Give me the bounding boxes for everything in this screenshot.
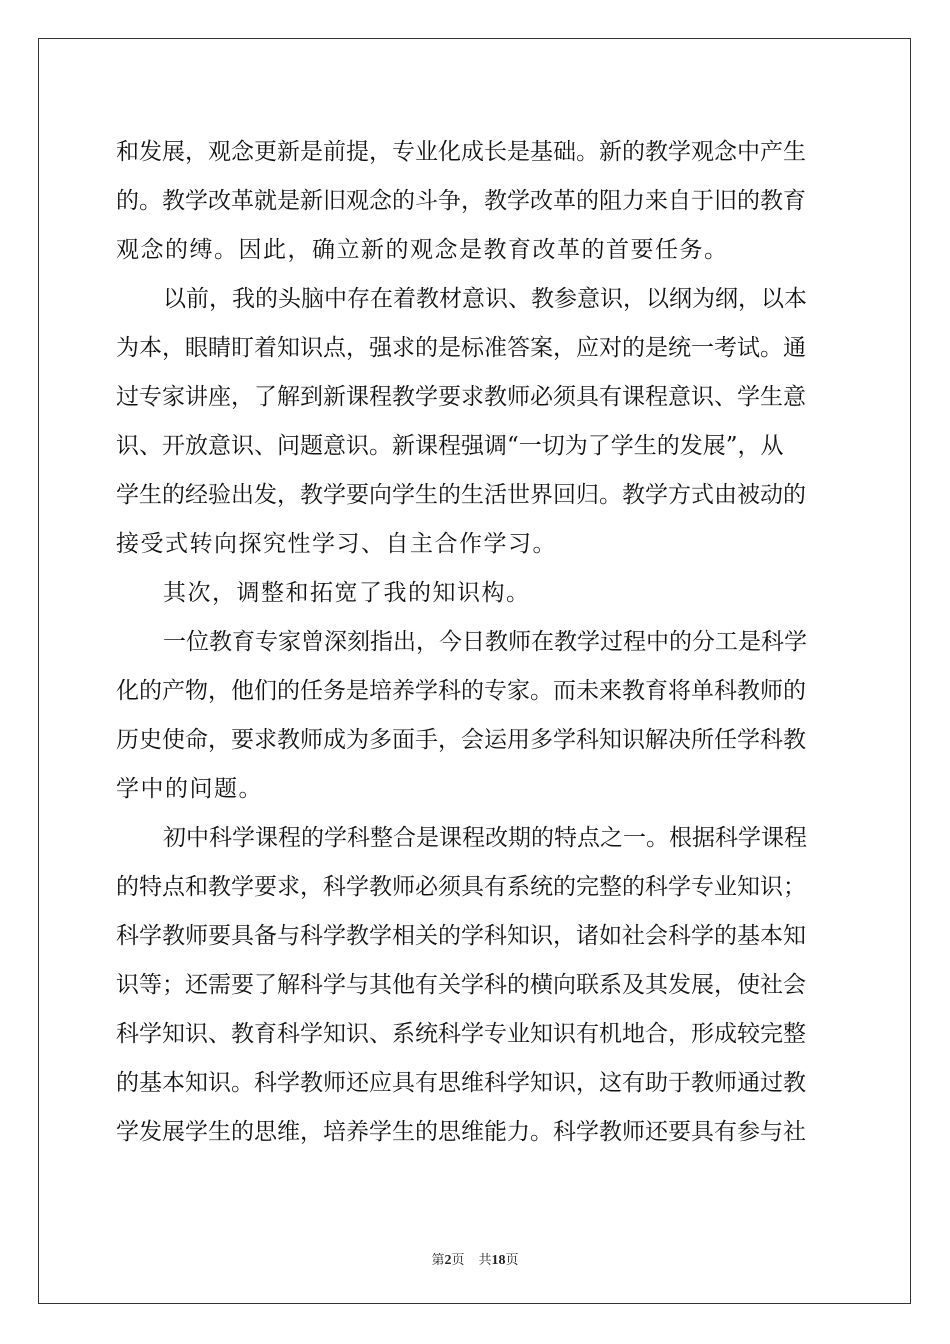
footer-total-suffix: 页 bbox=[505, 1253, 519, 1268]
text-line: 初中科学课程的学科整合是课程改期的特点之一。根据科学课程 bbox=[163, 825, 807, 851]
text-line: 观念的缚。因此，确立新的观念是教育改革的首要任务。 bbox=[116, 237, 729, 263]
text-line: 学生的经验出发，教学要向学生的生活世界回归。教学方式由被动的 bbox=[116, 482, 806, 508]
text-line: 为本，眼睛盯着知识点，强求的是标准答案，应对的是统一考试。通 bbox=[116, 335, 806, 361]
document-body bbox=[116, 128, 834, 1157]
text-line: 化的产物，他们的任务是培养学科的专家。而未来教育将单科教师的 bbox=[116, 678, 806, 704]
text-line: 以前，我的头脑中存在着教材意识、教参意识，以纲为纲，以本 bbox=[163, 286, 807, 312]
text-line: 过专家讲座，了解到新课程教学要求教师必须具有课程意识、学生意 bbox=[116, 384, 806, 410]
text-line: 科学知识、教育科学知识、系统科学专业知识有机地合，形成较完整 bbox=[116, 1021, 806, 1047]
footer-page-prefix: 第 bbox=[431, 1253, 445, 1268]
footer-page-suffix: 页 bbox=[451, 1253, 465, 1268]
text-line: 的基本知识。科学教师还应具有思维科学知识，这有助于教师通过教 bbox=[116, 1070, 806, 1096]
text-line: 其次，调整和拓宽了我的知识构。 bbox=[163, 580, 531, 606]
text-line: 一位教育专家曾深刻指出，今日教师在教学过程中的分工是科学 bbox=[163, 629, 807, 655]
footer-page-number: 2 bbox=[444, 1253, 452, 1268]
text-line: 科学教师要具备与科学教学相关的学科知识，诸如社会科学的基本知 bbox=[116, 923, 806, 949]
text-line: 识等；还需要了解科学与其他有关学科的横向联系及其发展，使社会 bbox=[116, 972, 806, 998]
text-line: 的。教学改革就是新旧观念的斗争，教学改革的阻力来自于旧的教育 bbox=[116, 188, 806, 214]
text-line: 识、开放意识、问题意识。新课程强调“一切为了学生的发展”，从 bbox=[116, 433, 784, 459]
text-line: 历史使命，要求教师成为多面手，会运用多学科知识解决所任学科教 bbox=[116, 727, 806, 753]
text-line: 的特点和教学要求，科学教师必须具有系统的完整的科学专业知识； bbox=[116, 874, 806, 900]
text-line: 学发展学生的思维，培养学生的思维能力。科学教师还要具有参与社 bbox=[116, 1119, 806, 1145]
footer-total-pages: 18 bbox=[491, 1253, 506, 1268]
text-line: 和发展，观念更新是前提，专业化成长是基础。新的教学观念中产生 bbox=[116, 139, 806, 165]
text-line: 接受式转向探究性学习、自主合作学习。 bbox=[116, 531, 557, 557]
footer-total-prefix: 共 bbox=[478, 1253, 492, 1268]
page-footer bbox=[0, 1249, 950, 1269]
text-line: 学中的问题。 bbox=[116, 776, 263, 802]
